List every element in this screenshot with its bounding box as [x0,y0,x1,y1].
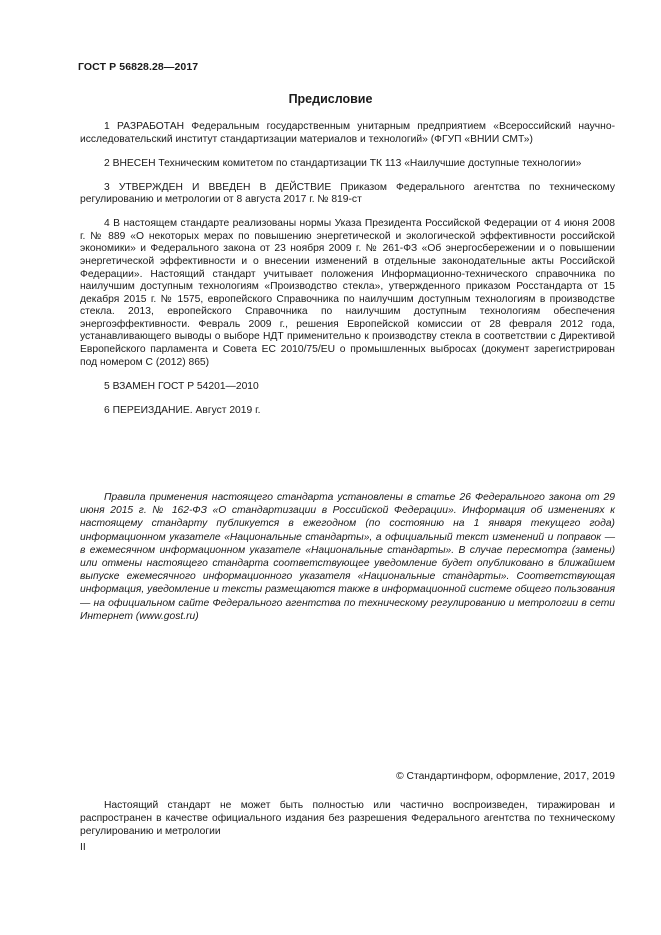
preface-item-3: 3 УТВЕРЖДЕН И ВВЕДЕН В ДЕЙСТВИЕ Приказом Федерального агентства по техническому регулированию и метрологии от 8 августа 2017 г. № 819-ст [80,181,615,206]
preface-item-5: 5 ВЗАМЕН ГОСТ Р 54201—2010 [104,380,259,392]
standard-code-header: ГОСТ Р 56828.28—2017 [78,61,199,73]
preface-item-4: 4 В настоящем стандарте реализованы нормы Указа Президента Российской Федерации от 4 июня 2008 г. № 889 «О некоторых мерах по повышению энергетической и экологической эффективности российской экономики» и Федерального закона от 23 ноября 2009 г. № 261-ФЗ «Об энергосбережении и о повышении энергетической эффективности и о внесении изменений в отдельные законодательные акты Российской Федерации». Настоящий стандарт учитывает положения Информационно-технического справочника по наилучшим доступным технологиям «Производство стекла», утвержденного приказом Росстандарта от 15 декабря 2015 г. № 1575, европейского Справочника по наилучшим доступным технологиям в производстве стекла. 2013, европейского Справочника по наилучшим доступным технологиям обеспечения энергоэффективности. Февраль 2009 г., решения Европейской комиссии от 28 февраля 2012 года, устанавливающего выводы о выборе НДТ применительно к производству стекла в соответствии с Директивой Европейского парламента и Совета ЕС 2010/75/EU о промышленных выбросах (документ зарегистрирован под номером С (2012) 865) [80,218,615,368]
page-number: II [80,842,86,853]
preface-item-6: 6 ПЕРЕИЗДАНИЕ. Август 2019 г. [104,404,261,416]
reproduction-notice: Настоящий стандарт не может быть полностью или частично воспроизведен, тиражирован и распространен в качестве официального издания без разрешения Федерального агентства по техническому регулированию и метрологии [80,800,615,837]
preface-item-2: 2 ВНЕСЕН Техническим комитетом по стандартизации ТК 113 «Наилучшие доступные технологии» [104,157,582,169]
copyright-line: © Стандартинформ, оформление, 2017, 2019 [396,771,615,782]
page-title: Предисловие [288,92,373,106]
preface-items [80,121,615,417]
rules-notice: Правила применения настоящего стандарта установлены в статье 26 Федерального закона от 29 июня 2015 г. № 162-ФЗ «О стандартизации в Российской Федерации». Информация об изменениях к настоящему стандарту публикуется в ежегодном (по состоянию на 1 января текущего года) информационном указателе «Национальные стандарты», а официальный текст изменений и поправок — в ежемесячном информационном указателе «Национальные стандарты». В случае пересмотра (замены) или отмены настоящего стандарта соответствующее уведомление будет опубликовано в ближайшем выпуске ежемесячного информационного указателя «Национальные стандарты». Соответствующая информация, уведомление и тексты размещаются также в информационной системе общего пользования — на официальном сайте Федерального агентства по техническому регулированию и метрологии в сети Интернет (www.gost.ru) [80,492,615,622]
preface-item-1: 1 РАЗРАБОТАН Федеральным государственным унитарным предприятием «Всероссийский научно-исследовательский институт стандартизации материалов и технологий» (ФГУП «ВНИИ СМТ») [80,121,615,145]
